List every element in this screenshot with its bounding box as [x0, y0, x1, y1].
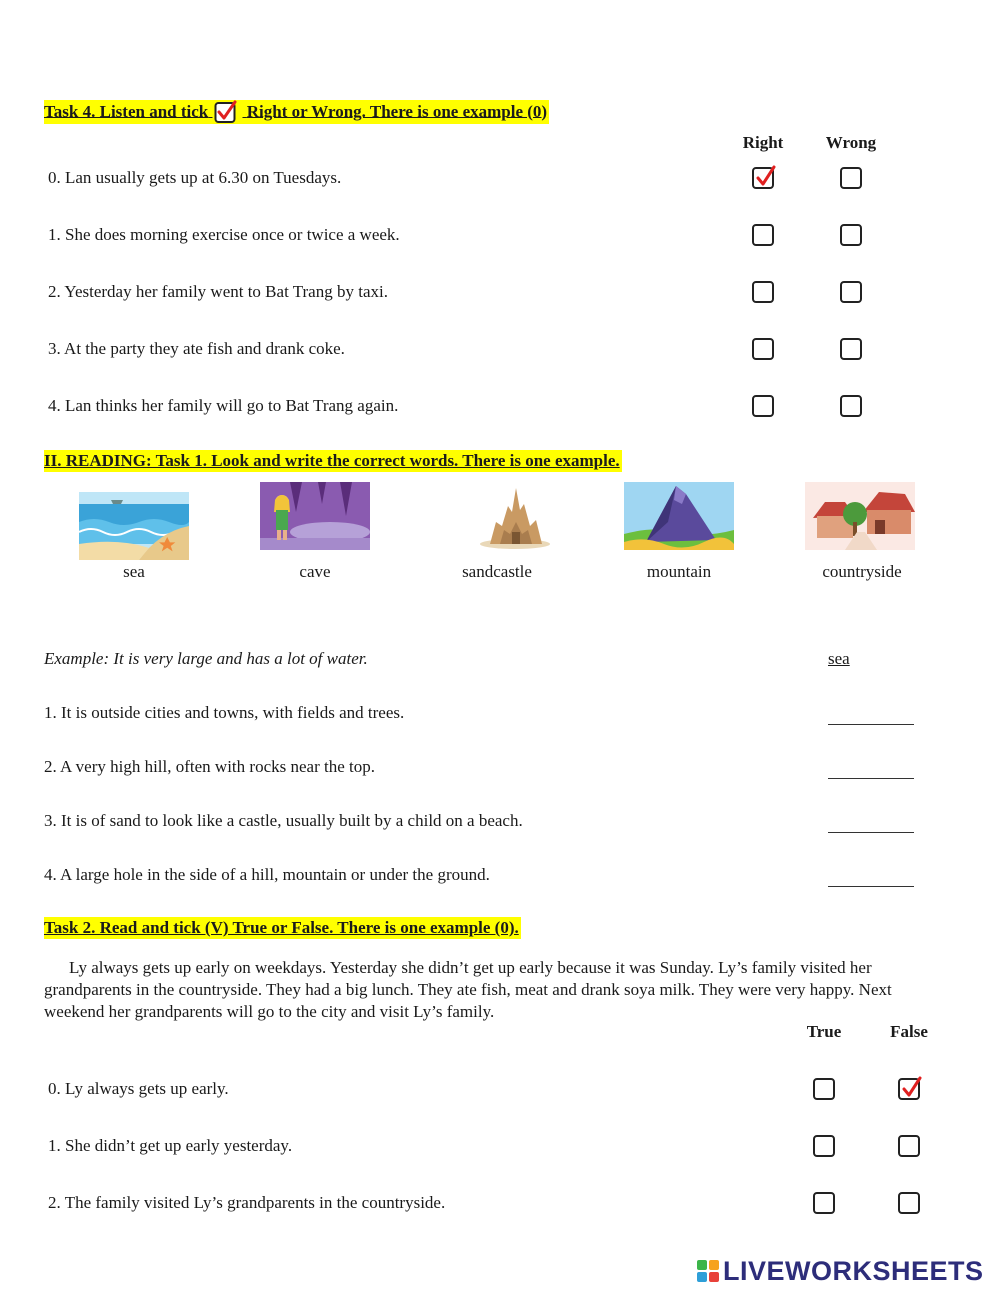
task4-statement: 1. She does morning exercise once or twice a week.	[48, 225, 400, 244]
example-answer: sea	[828, 649, 850, 668]
task2-statement: 2. The family visited Ly’s grandparents in the countryside.	[48, 1193, 446, 1212]
picture-caption-mountain: mountain	[646, 562, 712, 581]
checkmark-box-icon	[214, 100, 238, 124]
cave-picture	[260, 482, 370, 550]
column-false-label: False	[890, 1022, 928, 1041]
task2-statement: 1. She didn’t get up early yesterday.	[48, 1136, 293, 1155]
wrong-checkbox[interactable]	[840, 395, 862, 417]
logo-mark-icon	[697, 1260, 719, 1282]
true-checkbox[interactable]	[813, 1078, 835, 1100]
sea-picture	[79, 492, 189, 560]
right-checkbox[interactable]	[752, 167, 774, 189]
right-checkbox[interactable]	[752, 338, 774, 360]
column-wrong-label: Wrong	[825, 133, 877, 152]
reading-question-3: 3. It is of sand to look like a castle, usually built by a child on a beach.	[44, 811, 523, 830]
answer-field-4[interactable]	[828, 864, 914, 887]
false-checkbox[interactable]	[898, 1135, 920, 1157]
reading-question-2: 2. A very high hill, often with rocks near the top.	[44, 757, 375, 776]
true-checkbox[interactable]	[813, 1192, 835, 1214]
task4-statement: 4. Lan thinks her family will go to Bat Trang again.	[48, 396, 399, 415]
task4-heading-text-2: Right or Wrong. There is one example (0)	[246, 102, 548, 122]
task4-heading-text: Task 4. Listen and tick	[44, 102, 209, 122]
task2-statement: 0. Ly always gets up early.	[48, 1079, 229, 1098]
wrong-checkbox[interactable]	[840, 224, 862, 246]
column-right-label: Right	[742, 133, 784, 152]
reading-task1-heading: II. READING: Task 1. Look and write the correct words. There is one example.	[44, 451, 620, 470]
logo-text: LIVEWORKSHEETS	[723, 1255, 984, 1286]
answer-field-2[interactable]	[828, 756, 914, 779]
answer-field-1[interactable]	[828, 702, 914, 725]
picture-caption-cave: cave	[299, 562, 331, 581]
false-checkbox[interactable]	[898, 1192, 920, 1214]
countryside-picture	[805, 482, 915, 550]
answer-field-3[interactable]	[828, 810, 914, 833]
task2-heading: Task 2. Read and tick (V) True or False. There is one example (0).	[44, 918, 519, 937]
reading-passage: Ly always gets up early on weekdays. Yesterday she didn’t get up early because it was Sunday. Ly’s family visited her grandparents in the countryside. They had a big lunch. They ate fish, meat and drank soya milk. They were very happy. Next weekend her grandparents will go to the city and visit Ly’s family.	[44, 958, 892, 1021]
wrong-checkbox[interactable]	[840, 338, 862, 360]
task4-heading	[44, 100, 549, 124]
wrong-checkbox[interactable]	[840, 281, 862, 303]
picture-caption-sea: sea	[123, 562, 145, 581]
task4-statement: 3. At the party they ate fish and drank coke.	[48, 339, 345, 358]
false-checkbox[interactable]	[898, 1078, 920, 1100]
true-checkbox[interactable]	[813, 1135, 835, 1157]
picture-caption-sandcastle: sandcastle	[462, 562, 532, 581]
mountain-picture	[624, 482, 734, 550]
liveworksheets-logo	[697, 1256, 984, 1286]
picture-caption-countryside: countryside	[822, 562, 902, 581]
wrong-checkbox[interactable]	[840, 167, 862, 189]
right-checkbox[interactable]	[752, 395, 774, 417]
task4-statement: 0. Lan usually gets up at 6.30 on Tuesdays.	[48, 168, 342, 187]
sandcastle-picture	[460, 482, 570, 550]
reading-question-1: 1. It is outside cities and towns, with fields and trees.	[44, 703, 405, 722]
right-checkbox[interactable]	[752, 281, 774, 303]
task4-statement: 2. Yesterday her family went to Bat Trang by taxi.	[48, 282, 388, 301]
example-question: Example: It is very large and has a lot of water.	[44, 649, 368, 668]
right-checkbox[interactable]	[752, 224, 774, 246]
column-true-label: True	[806, 1022, 842, 1041]
reading-question-4: 4. A large hole in the side of a hill, mountain or under the ground.	[44, 865, 490, 884]
